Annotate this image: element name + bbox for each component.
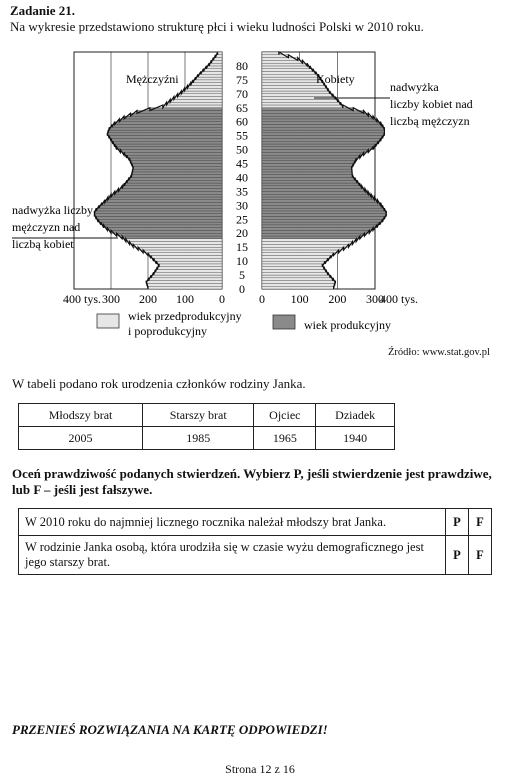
female-bar-age-34	[262, 191, 368, 194]
male-bar-age-0	[148, 286, 222, 289]
population-pyramid-chart	[0, 45, 520, 345]
female-bar-age-59	[262, 122, 381, 125]
female-bar-age-29	[262, 205, 383, 208]
male-bar-age-67	[170, 99, 222, 102]
female-bar-age-22	[262, 225, 377, 228]
female-bar-age-20	[262, 230, 369, 233]
female-bar-age-3	[262, 278, 333, 281]
legend-nonproductive-line2: i poprodukcyjny	[128, 324, 207, 338]
true-false-table	[18, 508, 492, 575]
male-value-tick-label: 400 tys.	[62, 292, 101, 306]
page-number: Strona 12 z 16	[225, 762, 295, 776]
male-bar-age-23	[101, 222, 222, 225]
male-bar-age-73	[191, 83, 222, 86]
male-value-tick-label: 200	[139, 292, 157, 306]
male-bar-age-76	[198, 74, 222, 77]
male-bar-age-64	[150, 108, 222, 111]
female-bar-age-9	[262, 261, 325, 264]
age-tick-label: 20	[236, 226, 248, 241]
instruction-text: Oceń prawdziwość podanych stwierdzeń. Wybierz P, jeśli stwierdzenie jest prawdziwe, lub F – jeśli jest fałszywe.	[12, 466, 492, 497]
female-bar-age-78	[262, 69, 313, 72]
female-bar-age-30	[262, 203, 381, 206]
annotation-female-line1: nadwyżka	[390, 80, 439, 94]
statement-text: W rodzinie Janka osobą, która urodziła się w czasie wyżu demograficznego jest jego starszy brat.	[19, 536, 446, 575]
male-bar-age-5	[154, 272, 222, 275]
female-bar-age-44	[262, 164, 353, 167]
female-bar-age-55	[262, 133, 384, 136]
female-bar-age-14	[262, 247, 344, 250]
table-header-row	[19, 404, 395, 427]
female-bar-age-82	[262, 58, 298, 61]
male-label: Mężczyźni	[126, 72, 179, 86]
male-bar-age-66	[167, 102, 223, 105]
statement-2-option-p[interactable]: P	[446, 536, 469, 575]
female-value-tick-label: 400 tys.	[380, 292, 419, 306]
male-bar-age-20	[111, 230, 222, 233]
male-bar-age-62	[130, 113, 222, 116]
age-tick-label: 5	[239, 268, 245, 283]
female-bar-age-11	[262, 256, 331, 259]
female-bar-age-42	[262, 169, 352, 172]
male-value-tick-label: 0	[219, 292, 225, 306]
male-bar-age-43	[133, 166, 222, 169]
male-value-tick-label: 300	[102, 292, 120, 306]
male-bar-age-81	[211, 60, 222, 63]
female-bar-age-67	[262, 99, 338, 102]
male-bar-age-9	[156, 261, 222, 264]
male-bar-age-13	[143, 250, 222, 253]
annotation-female-line2: liczby kobiet nad	[390, 97, 473, 111]
male-bar-age-40	[131, 175, 222, 178]
female-bar-age-84	[262, 52, 279, 55]
male-bar-age-17	[126, 239, 222, 242]
male-bar-age-11	[151, 256, 222, 259]
female-bar-age-46	[262, 158, 356, 161]
female-bar-age-40	[262, 175, 352, 178]
female-bar-age-12	[262, 253, 334, 256]
male-bar-age-7	[157, 267, 222, 270]
female-bar-age-49	[262, 150, 368, 153]
female-bar-age-70	[262, 91, 330, 94]
female-bars	[262, 52, 386, 289]
male-bar-age-34	[115, 191, 222, 194]
male-bar-age-39	[129, 177, 222, 180]
male-bar-age-44	[132, 164, 222, 167]
male-bar-age-51	[115, 144, 222, 147]
header-younger-brother: Młodszy brat	[19, 404, 143, 427]
female-bar-age-60	[262, 119, 377, 122]
male-bar-age-78	[204, 69, 223, 72]
age-tick-label: 50	[236, 142, 248, 157]
year-grandfather: 1940	[316, 427, 395, 450]
statement-1-option-p[interactable]: P	[446, 509, 469, 536]
male-bar-age-57	[109, 127, 222, 130]
female-value-tick-label: 300	[366, 292, 384, 306]
female-bar-age-58	[262, 124, 383, 127]
male-bar-age-22	[104, 225, 222, 228]
female-bar-age-81	[262, 60, 302, 63]
female-bar-age-31	[262, 200, 378, 203]
female-bar-age-63	[262, 111, 364, 114]
year-father: 1965	[254, 427, 316, 450]
female-bar-age-61	[262, 116, 373, 119]
birth-year-table	[18, 403, 395, 450]
female-bar-age-39	[262, 177, 355, 180]
male-bar-age-45	[131, 161, 222, 164]
male-bar-age-59	[115, 122, 222, 125]
female-bar-age-33	[262, 194, 371, 197]
annotation-male-line1: nadwyżka liczby	[12, 203, 93, 217]
male-bar-age-18	[122, 236, 222, 239]
header-father: Ojciec	[254, 404, 316, 427]
female-bar-age-6	[262, 269, 326, 272]
male-bar-age-46	[130, 158, 223, 161]
female-bar-age-50	[262, 147, 373, 150]
male-bar-age-14	[138, 247, 222, 250]
male-bar-age-29	[99, 205, 222, 208]
female-bar-age-23	[262, 222, 380, 225]
male-bar-age-27	[94, 211, 222, 214]
female-bar-age-80	[262, 63, 307, 66]
female-bar-age-65	[262, 105, 343, 108]
male-bar-age-42	[133, 169, 222, 172]
transfer-note: PRZENIEŚ ROZWIĄZANIA NA KARTĘ ODPOWIEDZI!	[12, 722, 328, 737]
age-tick-label: 45	[236, 156, 248, 171]
male-bar-age-32	[108, 197, 222, 200]
male-bar-age-24	[98, 219, 222, 222]
male-bar-age-10	[154, 258, 222, 261]
female-value-tick-label: 0	[259, 292, 265, 306]
female-bar-age-2	[262, 281, 335, 284]
female-bar-age-16	[262, 242, 352, 245]
statement-text: W 2010 roku do najmniej licznego rocznika należał młodszy brat Janka.	[19, 509, 446, 536]
age-tick-label: 80	[236, 58, 248, 73]
male-bar-age-48	[124, 152, 222, 155]
female-bar-age-53	[262, 138, 381, 141]
table-row	[19, 427, 395, 450]
male-bar-age-55	[107, 133, 222, 136]
male-bar-age-75	[195, 77, 222, 80]
statement-row	[19, 509, 492, 536]
female-bar-age-19	[262, 233, 365, 236]
male-bar-age-19	[117, 233, 222, 236]
female-bar-age-77	[262, 72, 316, 75]
male-bar-age-33	[111, 194, 222, 197]
male-bar-age-4	[151, 275, 222, 278]
age-tick-label: 35	[236, 184, 248, 199]
age-tick-label: 25	[236, 212, 248, 227]
female-bar-age-69	[262, 94, 333, 97]
female-bar-age-25	[262, 217, 384, 220]
male-bar-age-25	[96, 217, 222, 220]
male-bar-age-84	[218, 52, 222, 55]
year-younger-brother: 2005	[19, 427, 143, 450]
male-bar-age-72	[187, 85, 222, 88]
male-bar-age-58	[112, 124, 222, 127]
male-bar-age-41	[132, 172, 222, 175]
annotation-male-line2: mężczyzn nad	[12, 220, 81, 234]
female-bar-age-45	[262, 161, 355, 164]
female-bar-age-10	[262, 258, 328, 261]
female-bar-age-17	[262, 239, 356, 242]
female-bar-age-51	[262, 144, 376, 147]
male-bar-age-65	[163, 105, 222, 108]
male-bar-age-16	[130, 242, 223, 245]
male-bar-age-6	[155, 269, 222, 272]
age-axis	[236, 59, 248, 296]
annotation-male-line3: liczbą kobiet	[12, 237, 74, 251]
male-bar-age-74	[193, 80, 222, 83]
age-tick-label: 65	[236, 100, 248, 115]
female-bar-age-35	[262, 189, 365, 192]
annotation-female-line3: liczbą mężczyzn	[390, 114, 470, 128]
male-bar-age-50	[117, 147, 222, 150]
female-bar-age-28	[262, 208, 384, 211]
male-bar-age-77	[201, 72, 222, 75]
male-bar-age-54	[109, 136, 222, 139]
male-bar-age-15	[133, 244, 222, 247]
female-bar-age-24	[262, 219, 383, 222]
female-bar-age-79	[262, 66, 310, 69]
male-bar-age-35	[118, 189, 222, 192]
task-title: Zadanie 21.	[10, 3, 76, 18]
age-tick-label: 40	[236, 170, 248, 185]
male-bar-age-8	[159, 264, 222, 267]
male-bars	[94, 52, 222, 289]
age-tick-label: 0	[239, 282, 245, 296]
male-bar-age-56	[108, 130, 222, 133]
male-bar-age-36	[122, 186, 222, 189]
female-bar-age-27	[262, 211, 386, 214]
male-bar-age-80	[209, 63, 222, 66]
female-bar-age-8	[262, 264, 322, 267]
year-older-brother: 1985	[143, 427, 254, 450]
task-intro: Na wykresie przedstawiono strukturę płci i wieku ludności Polski w 2010 roku.	[10, 19, 424, 34]
age-tick-label: 30	[236, 198, 248, 213]
male-bar-age-28	[96, 208, 222, 211]
age-tick-label: 75	[236, 72, 248, 87]
age-tick-label: 15	[236, 240, 248, 255]
male-value-tick-label: 100	[176, 292, 194, 306]
female-value-tick-label: 100	[290, 292, 309, 306]
female-bar-age-13	[262, 250, 339, 253]
female-bar-age-71	[262, 88, 328, 91]
female-bar-age-5	[262, 272, 328, 275]
statement-row	[19, 536, 492, 575]
female-bar-age-4	[262, 275, 330, 278]
header-older-brother: Starszy brat	[143, 404, 254, 427]
male-bar-age-31	[105, 200, 222, 203]
male-bar-age-21	[107, 228, 222, 231]
female-bar-age-41	[262, 172, 352, 175]
male-bar-age-47	[127, 155, 222, 158]
age-tick-label: 10	[236, 254, 248, 269]
female-bar-age-75	[262, 77, 320, 80]
female-bar-age-7	[262, 267, 324, 270]
legend-nonproductive-line1: wiek przedprodukcyjny	[128, 309, 242, 323]
male-bar-age-70	[181, 91, 222, 94]
age-tick-label: 55	[236, 128, 248, 143]
female-bar-age-21	[262, 228, 373, 231]
female-bar-age-74	[262, 80, 322, 83]
male-bar-age-79	[206, 66, 222, 69]
legend-swatch-nonproductive	[97, 314, 119, 328]
statement-1-option-f[interactable]: F	[469, 509, 492, 536]
male-bar-age-61	[124, 116, 222, 119]
male-bar-age-69	[178, 94, 222, 97]
female-bar-age-73	[262, 83, 324, 86]
male-bar-age-1	[147, 283, 222, 286]
female-bar-age-57	[262, 127, 384, 130]
legend	[97, 309, 391, 338]
female-bar-age-54	[262, 136, 383, 139]
female-bar-age-18	[262, 236, 360, 239]
female-bar-age-52	[262, 141, 378, 144]
male-bar-age-60	[119, 119, 222, 122]
male-bar-age-49	[120, 150, 222, 153]
female-bar-age-62	[262, 113, 368, 116]
legend-productive-label: wiek produkcyjny	[304, 318, 391, 332]
male-bar-age-12	[148, 253, 222, 256]
male-bar-age-71	[184, 88, 222, 91]
male-bar-age-68	[174, 97, 222, 100]
male-bar-age-52	[113, 141, 222, 144]
female-bar-age-66	[262, 102, 340, 105]
female-bar-age-26	[262, 214, 386, 217]
female-bar-age-43	[262, 166, 352, 169]
female-bar-age-0	[262, 286, 334, 289]
female-bar-age-37	[262, 183, 359, 186]
female-bar-age-48	[262, 152, 364, 155]
source-note: Źródło: www.stat.gov.pl	[388, 347, 490, 358]
female-label: Kobiety	[316, 72, 355, 86]
male-bar-age-3	[149, 278, 222, 281]
age-tick-label: 70	[236, 86, 248, 101]
age-tick-label: 60	[236, 114, 248, 129]
female-bar-age-56	[262, 130, 384, 133]
male-bar-age-37	[124, 183, 222, 186]
male-bar-age-30	[102, 203, 222, 206]
female-bar-age-76	[262, 74, 319, 77]
female-bar-age-47	[262, 155, 360, 158]
female-bar-age-1	[262, 283, 335, 286]
table-intro: W tabeli podano rok urodzenia członków rodziny Janka.	[12, 376, 306, 391]
female-bar-age-64	[262, 108, 353, 111]
male-bar-age-2	[146, 281, 222, 284]
statement-2-option-f[interactable]: F	[469, 536, 492, 575]
female-bar-age-36	[262, 186, 362, 189]
male-bar-age-53	[111, 138, 222, 141]
male-bar-age-38	[127, 180, 222, 183]
legend-swatch-productive	[273, 315, 295, 329]
female-value-tick-label: 200	[328, 292, 347, 306]
female-bar-age-15	[262, 244, 349, 247]
header-grandfather: Dziadek	[316, 404, 395, 427]
female-bar-age-32	[262, 197, 374, 200]
female-bar-age-38	[262, 180, 357, 183]
male-bar-age-26	[94, 214, 222, 217]
